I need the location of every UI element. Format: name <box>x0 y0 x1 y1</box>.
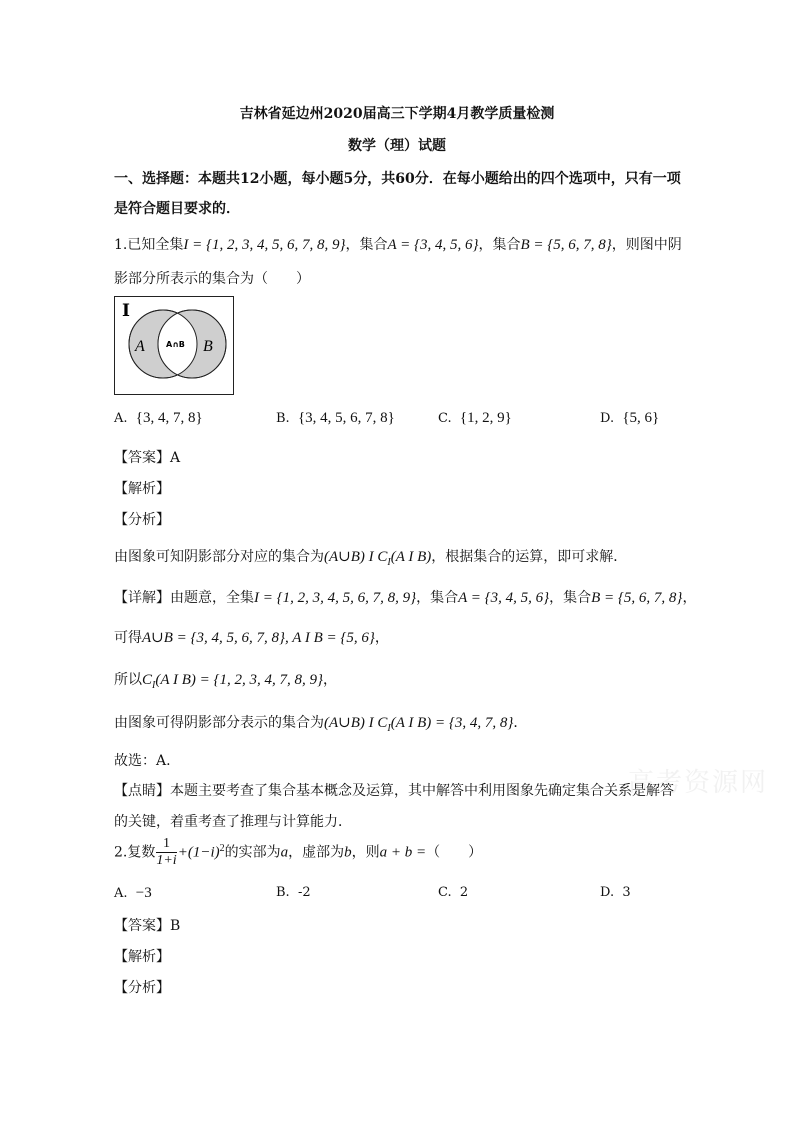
q2-option-b[interactable]: B. -2 <box>276 885 311 900</box>
q1-detail: 【详解】由题意，全集I = {1, 2, 3, 4, 5, 6, 7, 8, 9}，集合A = {3, 4, 5, 6}，集合B = {5, 6, 7, 8}， <box>114 590 697 606</box>
venn-set-b-label: B <box>203 338 213 355</box>
q2-fenxi-heading: 【分析】 <box>114 980 170 996</box>
venn-universe-label: I <box>122 301 130 321</box>
q1-option-c[interactable]: C. {1, 2, 9} <box>438 410 512 426</box>
q2-fraction: $\frac{1}{1+i}$ <box>156 836 177 868</box>
document-subtitle: 数学（理）试题 <box>348 138 446 154</box>
q2-option-d[interactable]: D. 3 <box>600 885 631 900</box>
document-title: 吉林省延边州2020届高三下学期4月教学质量检测 <box>239 106 555 122</box>
q1-option-b[interactable]: B. {3, 4, 5, 6, 7, 8} <box>276 410 395 426</box>
q1-option-a[interactable]: A. {3, 4, 7, 8} <box>114 410 203 426</box>
venn-diagram <box>114 296 234 395</box>
q1-fenxi-heading: 【分析】 <box>114 512 170 528</box>
q2-option-c[interactable]: C. 2 <box>438 885 469 900</box>
q1-comment-line2: 的关键，着重考查了推理与计算能力． <box>114 814 352 830</box>
q1-answer: 【答案】A <box>114 450 181 466</box>
section-heading-line1: 一、选择题：本题共12小题，每小题5分，共60分．在每小题给出的四个选项中，只有一项 <box>114 171 681 187</box>
section-heading-line2: 是符合题目要求的． <box>114 201 240 217</box>
q2-stem: 2.复数 $\frac{1}{1+i}$ $+(1-i)^2$的实部为a，虚部为b，则a + b =（ ） <box>114 836 483 868</box>
venn-intersection-label: A∩B <box>166 340 185 349</box>
watermark: 高考资源网 <box>628 768 769 798</box>
q2-jiexi-heading: 【解析】 <box>114 949 170 965</box>
q2-option-a[interactable]: A. −3 <box>114 885 152 901</box>
q2-answer: 【答案】B <box>114 918 181 934</box>
q1-jiexi-heading: 【解析】 <box>114 481 170 497</box>
q1-choose: 故选：A. <box>114 753 171 769</box>
q1-analysis: 由图象可知阴影部分对应的集合为(A∪B) I $C_I(A$ I B)，根据集合的运算，即可求解． <box>114 549 628 568</box>
q1-stem-line2: 影部分所表示的集合为（ ） <box>114 271 310 287</box>
q1-option-d[interactable]: D. {5, 6} <box>600 410 660 426</box>
q1-step2: 所以$C_I(A$ I B) = {1, 2, 3, 4, 7, 8, 9}， <box>114 672 338 691</box>
q1-stem-line1: 1.已知全集I = {1, 2, 3, 4, 5, 6, 7, 8, 9}，集合A = {3, 4, 5, 6}，集合B = {5, 6, 7, 8}，则图中阴 <box>114 237 682 253</box>
venn-set-a-label: A <box>135 338 145 355</box>
q1-step1: 可得A∪B = {3, 4, 5, 6, 7, 8}, A I B = {5, 6}， <box>114 630 389 646</box>
q1-comment-line1: 【点睛】本题主要考查了集合基本概念及运算，其中解答中利用图象先确定集合关系是解答 <box>114 783 674 799</box>
q1-step3: 由图象可得阴影部分表示的集合为(A∪B) I $C_I(A$ I B) = {3, 4, 7, 8}． <box>114 715 528 734</box>
